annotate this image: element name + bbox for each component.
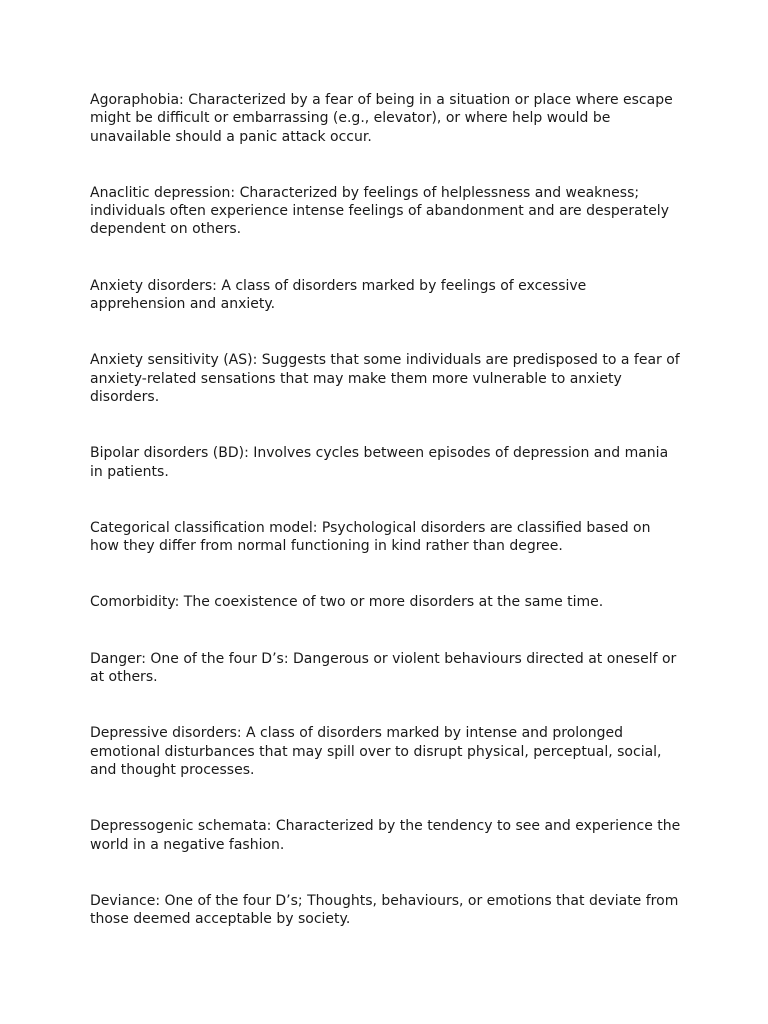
glossary-entry-deviance: Deviance: One of the four D’s; Thoughts, behaviours, or emotions that deviate from those deemed acceptable by society.	[90, 892, 679, 928]
glossary-entry-comorbidity: Comorbidity: The coexistence of two or more disorders at the same time.	[90, 594, 604, 611]
glossary-entry-categorical-classification-model: Categorical classification model: Psychological disorders are classified based on how they differ from normal functioning in kind rather than degree.	[90, 519, 651, 555]
glossary-entry-danger: Danger: One of the four D’s: Dangerous or violent behaviours directed at oneself or at others.	[90, 650, 677, 686]
glossary-entry-anxiety-sensitivity: Anxiety sensitivity (AS): Suggests that some individuals are predisposed to a fear of anxiety-related sensations that may make them more vulnerable to anxiety disorders.	[90, 352, 680, 405]
glossary-entry-bipolar-disorders: Bipolar disorders (BD): Involves cycles between episodes of depression and mania in patients.	[90, 445, 669, 480]
glossary-entry-depressive-disorders: Depressive disorders: A class of disorders marked by intense and prolonged emotional disturbances that may spill over to disrupt physical, perceptual, social, and thought processes.	[90, 725, 662, 778]
glossary-entry-anxiety-disorders: Anxiety disorders: A class of disorders marked by feelings of excessive apprehension and anxiety.	[90, 277, 587, 313]
glossary-entry-agoraphobia: Agoraphobia: Characterized by a fear of being in a situation or place where escape might be difficult or embarrassing (e.g., elevator), or where help would be unavailable should a panic attack occur.	[90, 92, 673, 145]
glossary-entry-anaclitic-depression: Anaclitic depression: Characterized by feelings of helplessness and weakness; individuals often experience intense feelings of abandonment and are desperately dependent on others.	[90, 184, 669, 238]
glossary-entry-depressogenic-schemata: Depressogenic schemata: Characterized by the tendency to see and experience the world in a negative fashion.	[90, 818, 681, 853]
glossary-list	[90, 91, 682, 966]
